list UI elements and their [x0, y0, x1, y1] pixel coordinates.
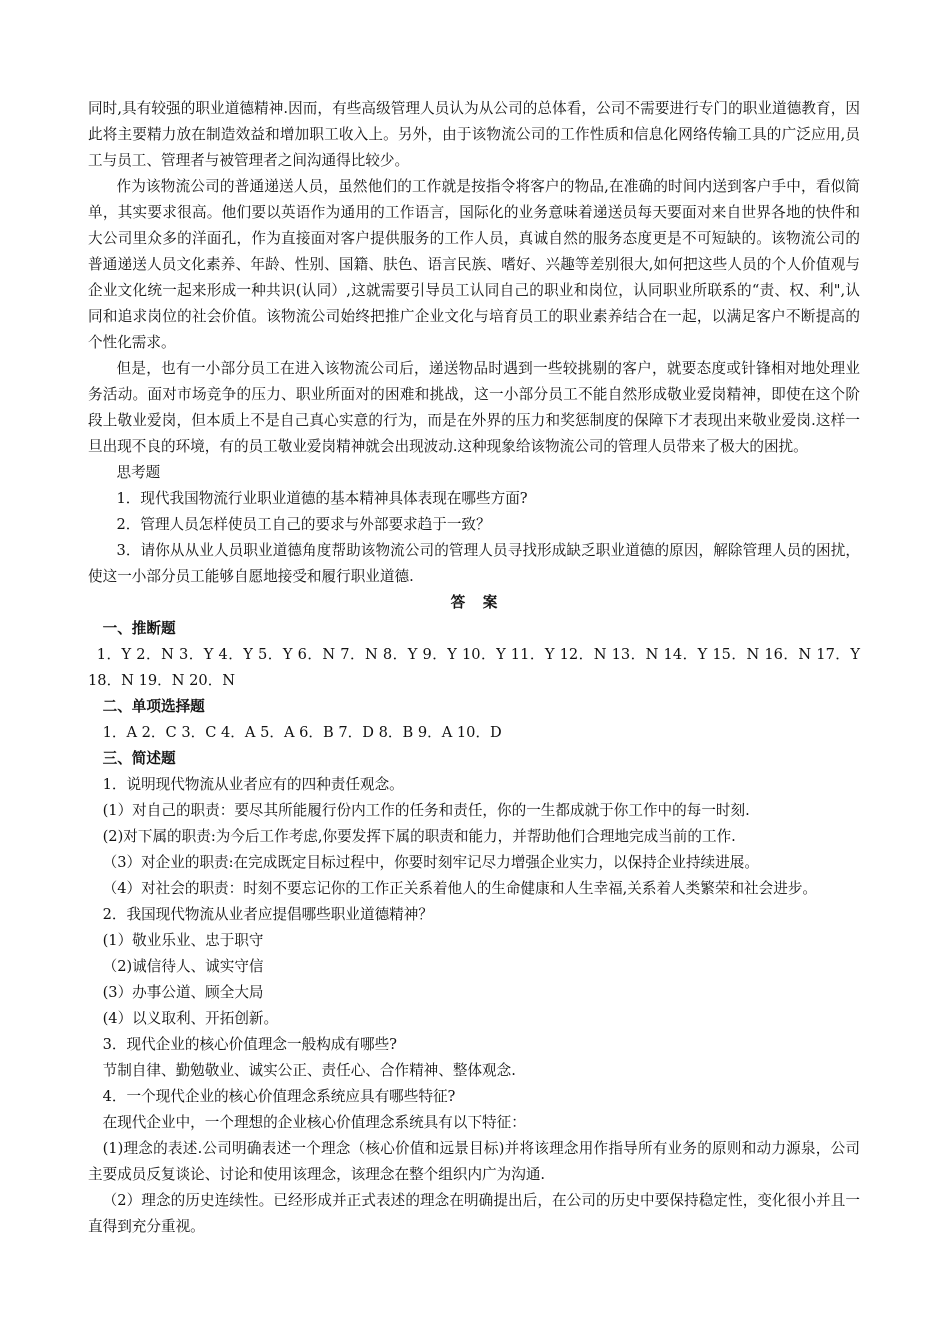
answers-title: 答案	[450, 594, 515, 611]
short-answer-q2-item-4: (4）以义取利、开拓创新。	[102, 1010, 279, 1027]
question-1: 1．现代我国物流行业职业道德的基本精神具体表现在哪些方面?	[116, 490, 528, 507]
short-answer-q2: 2．我国现代物流从业者应提倡哪些职业道德精神？	[102, 906, 433, 923]
short-answer-q1: 1．说明现代物流从业者应有的四种责任观念。	[102, 776, 404, 793]
short-answer-q1-item-3: （3）对企业的职责:在完成既定目标过程中，你要时刻牢记尽力增强企业实力，以保持企业持续进展。	[102, 854, 759, 871]
case-paragraph-2: 作为该物流公司的普通递送人员，虽然他们的工作就是按指令将客户的物品,在准确的时间内送到客户手中，看似简单，其实要求很高。他们要以英语作为通用的工作语言，国际化的业务意味着递送员每天要面对来自世界各地的快件和大公司里众多的洋面孔，作为直接面对客户提供服务的工作人员，真诚自然的服务态度更是不可短缺的。该物流公司的普通递送人员文化素养、年龄、性别、国籍、肤色、语言民族、嗜好、兴趣等差别很大,如何把这些人员的个人价值观与企业文化统一起来形成一种共识(认同）,这就需要引导员工认同自己的职业和岗位，认同职业所联系的“责、权、利",认同和追求岗位的社会价值。该物流公司始终把推广企业文化与培育员工的职业素养结合在一起，以满足客户不断提高的个性化需求。	[88, 178, 860, 351]
short-answer-q2-item-3: (3）办事公道、顾全大局	[102, 984, 264, 1001]
short-answer-q1-item-4: （4）对社会的职责：时刻不要忘记你的工作正关系着他人的生命健康和人生幸福,关系着人类繁荣和社会进步。	[102, 880, 818, 897]
section-2-answers: 1．A 2．C 3．C 4．A 5．A 6．B 7．D 8．B 9．A 10．D	[102, 724, 502, 741]
section-1-answers: 1．Y 2．N 3．Y 4．Y 5．Y 6．N 7．N 8．Y 9．Y 10．Y 11．Y 12．N 13．N 14．Y 15．N 16．N 17．Y 18．N 19．N 20．N	[88, 646, 860, 689]
case-paragraph-3: 但是，也有一小部分员工在进入该物流公司后，递送物品时遇到一些较挑剔的客户，就要态度或针锋相对地处理业务活动。面对市场竞争的压力、职业所面对的困难和挑战，这一小部分员工不能自然形成敬业爱岗精神，即使在这个阶段上敬业爱岗，但本质上不是自己真心实意的行为，而是在外界的压力和奖惩制度的保障下才表现出来敬业爱岗.这样一旦出现不良的环境，有的员工敬业爱岗精神就会出现波动.这种现象给该物流公司的管理人员带来了极大的困扰。	[88, 360, 860, 455]
short-answer-q4: 4．一个现代企业的核心价值理念系统应具有哪些特征?	[102, 1088, 456, 1105]
short-answer-q4-item-2: （2）理念的历史连续性。已经形成并正式表述的理念在明确提出后，在公司的历史中要保持稳定性，变化很小并且一直得到充分重视。	[88, 1192, 860, 1235]
short-answer-q3: 3．现代企业的核心价值理念一般构成有哪些?	[102, 1036, 397, 1053]
section-2-title: 二、单项选择题	[102, 698, 205, 715]
short-answer-q2-item-2: （2)诚信待人、诚实守信	[102, 958, 264, 975]
case-paragraph-1: 同时,具有较强的职业道德精神.因而，有些高级管理人员认为从公司的总体看，公司不需要进行专门的职业道德教育，因此将主要精力放在制造效益和增加职工收入上。另外，由于该物流公司的工作性质和信息化网络传输工具的广泛应用,员工与员工、管理者与被管理者之间沟通得比较少。	[88, 100, 860, 169]
question-3: 3．请你从从业人员职业道德角度帮助该物流公司的管理人员寻找形成缺乏职业道德的原因，解除管理人员的困扰，使这一小部分员工能够自愿地接受和履行职业道德.	[88, 542, 860, 585]
short-answer-q1-item-1: (1）对自己的职责：要尽其所能履行份内工作的任务和责任，你的一生都成就于你工作中的每一时刻.	[102, 802, 750, 819]
section-3-title: 三、简述题	[102, 750, 176, 767]
questions-title: 思考题	[116, 464, 161, 481]
document-page	[88, 96, 860, 1240]
section-1-title: 一、推断题	[102, 620, 176, 637]
short-answer-q2-item-1: (1）敬业乐业、忠于职守	[102, 932, 264, 949]
short-answer-q4-intro: 在现代企业中，一个理想的企业核心价值理念系统具有以下特征：	[102, 1114, 526, 1131]
short-answer-q4-item-1: (1)理念的表述.公司明确表述一个理念（核心价值和远景目标)并将该理念用作指导所有业务的原则和动力源泉，公司主要成员反复谈论、讨论和使用该理念，该理念在整个组织内广为沟通.	[88, 1140, 860, 1183]
question-2: 2．管理人员怎样使员工自己的要求与外部要求趋于一致？	[116, 516, 491, 533]
short-answer-q3-answer: 节制自律、勤勉敬业、诚实公正、责任心、合作精神、整体观念.	[102, 1062, 516, 1079]
short-answer-q1-item-2: (2)对下属的职责:为今后工作考虑,你要发挥下属的职责和能力，并帮助他们合理地完成当前的工作.	[102, 828, 736, 845]
